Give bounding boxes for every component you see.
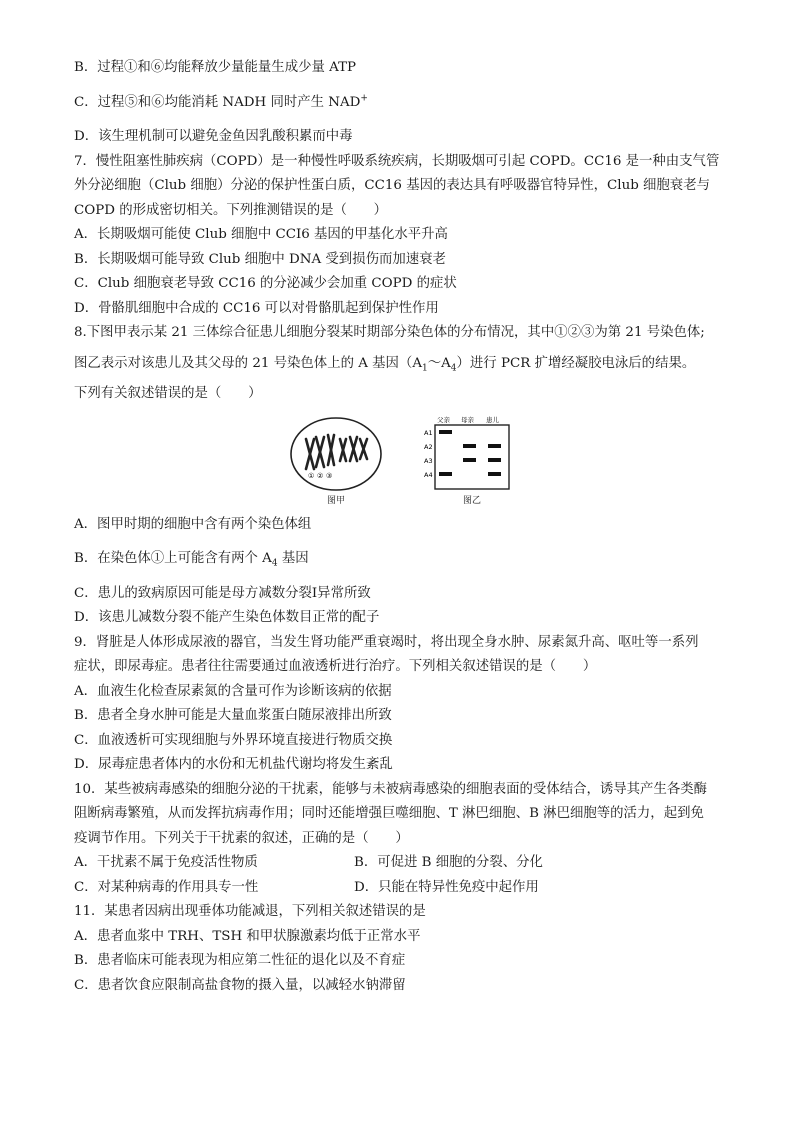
q9-option-c: C．血液透析可实现细胞与外界环境直接进行物质交换 <box>74 732 393 748</box>
row-a1: A1 <box>424 428 433 437</box>
q6-option-b: B．过程①和⑥均能释放少量能量生成少量 ATP <box>74 60 357 75</box>
figure-jia <box>288 415 384 507</box>
q10-stem-2: 阻断病毒繁殖，从而发挥抗病毒作用；同时还能增强巨噬细胞、T 淋巴细胞、B 淋巴细胞等的活力，起到免 <box>74 806 704 821</box>
q8-stem-sub4: 4 <box>450 363 457 374</box>
q11-option-c: C．患者饮食应限制高盐食物的摄入量，以减轻水钠滞留 <box>74 977 406 993</box>
q8-option-c: C．患儿的致病原因可能是母方减数分裂Ⅰ异常所致 <box>74 585 371 601</box>
q11-option-a: A．患者血浆中 TRH、TSH 和甲状腺激素均低于正常水平 <box>74 928 421 944</box>
q10-option-d: D．只能在特异性免疫中起作用 <box>354 879 539 895</box>
q7-stem-1: 7．慢性阻塞性肺疾病（COPD）是一种慢性呼吸系统疾病，长期吸烟可引起 COPD。CC16 是一种由支气管 <box>74 153 720 169</box>
q7-option-c: C．Club 细胞衰老导致 CC16 的分泌减少会加重 COPD 的症状 <box>74 276 457 291</box>
band-mother-a3 <box>463 458 476 462</box>
chromosomes <box>306 435 367 469</box>
q8-option-b <box>74 547 734 572</box>
row-a3: A3 <box>424 456 433 465</box>
q7-stem-3: COPD 的形成密切相关。下列推测错误的是（ ） <box>74 202 388 218</box>
col-child: 患儿 <box>486 415 499 424</box>
q9-option-a: A．血液生化检查尿素氮的含量可作为诊断该病的依据 <box>74 683 392 699</box>
gel-bands <box>439 430 501 476</box>
col-father: 父亲 <box>437 415 450 424</box>
cell-diagram <box>288 415 384 493</box>
q6-option-c <box>74 91 734 116</box>
col-mother: 母亲 <box>461 415 474 424</box>
q6-option-d: D．该生理机制可以避免金鱼因乳酸积累而中毒 <box>74 129 353 144</box>
q8-option-b-text: B．在染色体①上可能含有两个 A <box>74 551 272 566</box>
q9-option-d: D．尿毒症患者体内的水份和无机盐代谢均将发生紊乱 <box>74 757 393 772</box>
band-child-a3 <box>488 458 501 462</box>
band-father-a1 <box>439 430 452 434</box>
gel-frame <box>435 425 509 489</box>
q10-stem-3: 疫调节作用。下列关于干扰素的叙述，正确的是（ ） <box>74 830 409 846</box>
q8-option-d: D．该患儿减数分裂不能产生染色体数目正常的配子 <box>74 610 380 625</box>
band-mother-a2 <box>463 444 476 448</box>
q10-stem-1: 10．某些被病毒感染的细胞分泌的干扰素，能够与未被病毒感染的细胞表面的受体结合，诱导其产生各类酶 <box>74 781 708 797</box>
q9-stem-1: 9．肾脏是人体形成尿液的器官，当发生肾功能严重衰竭时，将出现全身水肿、尿素氮升高、呕吐等一系列 <box>74 634 699 650</box>
q10-options-row-2 <box>74 876 734 901</box>
q6-option-c-sup: + <box>360 93 368 104</box>
caption-yi: 图乙 <box>462 495 481 506</box>
q6-option-c-text: C．过程⑤和⑥均能消耗 NADH 同时产生 NAD <box>74 94 361 110</box>
row-a2: A2 <box>424 442 433 451</box>
q7-stem-2: 外分泌细胞（Club 细胞）分泌的保护性蛋白质，CC16 基因的表达具有呼吸器官特异性，Club 细胞衰老与 <box>74 178 710 193</box>
cell-membrane <box>291 418 381 490</box>
q7-option-a: A．长期吸烟可能使 Club 细胞中 CCI6 基因的甲基化水平升高 <box>74 227 448 242</box>
q8-stem-3: 下列有关叙述错误的是（ ） <box>74 386 262 401</box>
mark-2: ② <box>317 471 324 480</box>
q8-option-a: A．图甲时期的细胞中含有两个染色体组 <box>74 516 312 532</box>
caption-jia: 图甲 <box>326 495 345 506</box>
q8-figure <box>74 415 734 507</box>
q10-option-a: A．干扰素不属于免疫活性物质 <box>74 855 258 870</box>
q8-stem-2b: ～A <box>427 355 451 371</box>
q8-stem-2a: 图乙表示对该患儿及其父母的 21 号染色体上的 A 基因（A <box>74 355 422 371</box>
q11-option-b: B．患者临床可能表现为相应第二性征的退化以及不育症 <box>74 953 406 968</box>
band-father-a4 <box>439 472 452 476</box>
q8-stem-1: 8.下图甲表示某 21 三体综合征患儿细胞分裂某时期部分染色体的分布情况，其中①②③为第 21 号染色体; <box>74 325 705 340</box>
gel-diagram <box>424 415 520 493</box>
band-child-a4 <box>488 472 501 476</box>
q10-options-row-1 <box>74 851 734 876</box>
q9-option-b: B．患者全身水肿可能是大量血浆蛋白随尿液排出所致 <box>74 708 392 723</box>
q7-option-b: B．长期吸烟可能导致 Club 细胞中 DNA 受到损伤而加速衰老 <box>74 251 446 267</box>
q11-stem: 11．某患者因病出现垂体功能减退，下列相关叙述错误的是 <box>74 904 426 919</box>
row-a4: A4 <box>424 470 433 479</box>
mark-3: ③ <box>326 471 333 480</box>
band-child-a2 <box>488 444 501 448</box>
q8-stem-sub1: 1 <box>422 363 428 374</box>
q7-option-d: D．骨骼肌细胞中合成的 CC16 可以对骨骼肌起到保护性作用 <box>74 300 439 316</box>
figure-yi <box>424 415 520 507</box>
q10-option-c: C．对某种病毒的作用具专一性 <box>74 879 259 895</box>
q8-stem-2c: ）进行 PCR 扩增经凝胶电泳后的结果。 <box>456 355 696 371</box>
q10-option-b: B．可促进 B 细胞的分裂、分化 <box>354 855 543 870</box>
q8-stem-2 <box>74 352 734 377</box>
q8-option-b-tail: 基因 <box>277 551 309 566</box>
q8-option-b-sub: 4 <box>271 558 278 569</box>
exam-page <box>74 56 734 998</box>
mark-1: ① <box>308 471 315 480</box>
q9-stem-2: 症状，即尿毒症。患者往往需要通过血液透析进行治疗。下列相关叙述错误的是（ ） <box>74 659 597 674</box>
